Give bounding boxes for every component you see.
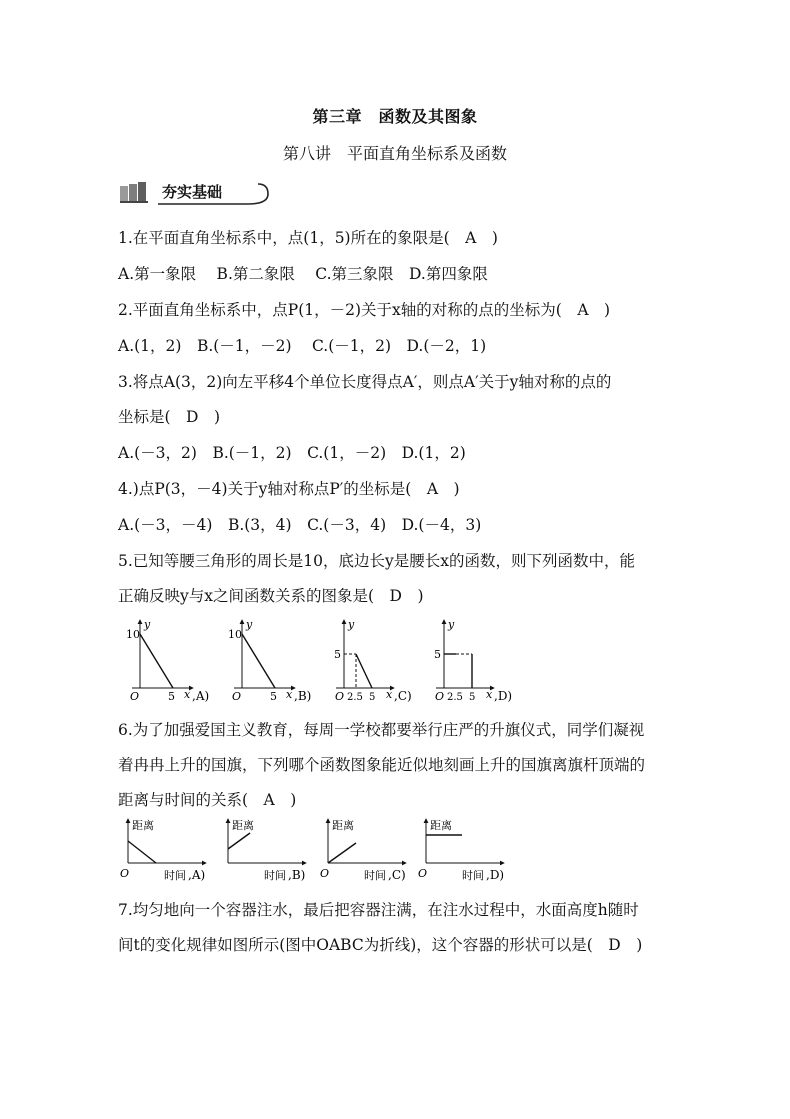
q4-stem: 4.)点P(3，－4)关于y轴对称点P′的坐标是( A )	[118, 480, 460, 498]
q2-options: A.(1，2) B.(－1，－2) C.(－1，2) D.(－2，1)	[118, 337, 487, 355]
q5a-y-tick: 10	[126, 628, 140, 641]
q6a-origin: O	[120, 867, 130, 880]
q6-figure-c	[320, 819, 406, 882]
q2-stem: 2.平面直角坐标系中，点P(1，－2)关于x轴的对称的点的坐标为( A )	[118, 301, 611, 319]
q3-stem-line1: 3.将点A(3，2)向左平移4个单位长度得点A′，则点A′关于y轴对称的点的	[118, 373, 612, 391]
q6d-option: ,D)	[486, 868, 505, 882]
q5c-origin: O	[335, 690, 345, 703]
q5d-y-label: y	[448, 618, 455, 631]
q6-figure-a	[120, 819, 206, 882]
q5b-y-label: y	[246, 618, 253, 631]
q5a-origin: O	[130, 690, 140, 703]
q5d-option: ,D)	[494, 689, 513, 703]
q5-figure-a	[126, 618, 209, 703]
books-icon	[118, 180, 154, 204]
q6-stem-line3: 距离与时间的关系( A )	[118, 791, 297, 809]
q6-stem-line2: 着冉冉上升的国旗，下列哪个函数图象能近似地刻画上升的国旗离旗杆顶端的	[118, 756, 646, 774]
q5-stem-line2: 正确反映y与x之间函数关系的图象是( D )	[118, 587, 424, 605]
q6c-y-label: 距离	[332, 819, 354, 832]
q5b-origin: O	[232, 690, 242, 703]
q6b-option: ,B)	[288, 868, 306, 882]
q5c-option: ,C)	[394, 689, 412, 703]
q6d-origin: O	[418, 867, 428, 880]
q1-options: A.第一象限 B.第二象限 C.第三象限 D.第四象限	[118, 265, 488, 283]
q5-figure-d	[434, 618, 512, 703]
q5c-x-label: x	[386, 688, 393, 701]
lecture-title: 第八讲 平面直角坐标系及函数	[282, 144, 507, 163]
q6a-x-label: 时间	[164, 869, 186, 882]
q6b-y-label: 距离	[232, 819, 254, 832]
q6c-option: ,C)	[388, 868, 406, 882]
q5-figures	[118, 616, 538, 706]
q5c-y-label: y	[348, 618, 355, 631]
q7-stem-line1: 7.均匀地向一个容器注水，最后把容器注满，在注水过程中，水面高度h随时	[118, 901, 639, 919]
q6c-origin: O	[320, 867, 330, 880]
q7-stem-line2: 间t的变化规律如图所示(图中OABC为折线)，这个容器的形状可以是( D )	[118, 936, 643, 954]
q6-figure-b	[228, 819, 306, 882]
q6d-y-label: 距离	[430, 819, 452, 832]
q3-options: A.(－3，2) B.(－1，2) C.(1，－2) D.(1，2)	[118, 444, 466, 462]
q5-figure-c	[334, 618, 412, 703]
q6-figures	[118, 815, 518, 885]
q5d-x-label: x	[486, 688, 493, 701]
q5c-y-tick: 5	[334, 648, 341, 661]
q5a-y-label: y	[144, 618, 151, 631]
q6a-option: ,A)	[188, 868, 206, 882]
q3-stem-line2: 坐标是( D )	[118, 408, 221, 426]
q5c-x-tick-b: 5	[369, 692, 376, 703]
q5b-y-tick: 10	[228, 628, 242, 641]
q5-figure-b	[228, 618, 311, 703]
q6-stem-line1: 6.为了加强爱国主义教育，每周一学校都要举行庄严的升旗仪式，同学们凝视	[118, 721, 645, 739]
q5a-option: ,A)	[192, 689, 210, 703]
q5a-x-tick: 5	[168, 690, 175, 703]
q1-stem: 1.在平面直角坐标系中，点(1，5)所在的象限是( A )	[118, 229, 498, 247]
q5d-origin: O	[435, 690, 445, 703]
section-label: 夯实基础	[162, 183, 223, 201]
q5d-x-tick-a: 2.5	[447, 692, 463, 703]
q6b-x-label: 时间	[264, 869, 286, 882]
q5d-x-tick-b: 5	[469, 692, 476, 703]
q6d-x-label: 时间	[462, 869, 484, 882]
q5b-x-label: x	[286, 688, 293, 701]
chapter-title: 第三章 函数及其图象	[312, 107, 478, 126]
q5a-x-label: x	[184, 688, 191, 701]
q6c-x-label: 时间	[364, 869, 386, 882]
q5b-x-tick: 5	[270, 690, 277, 703]
q5c-x-tick-a: 2.5	[347, 692, 363, 703]
q5b-option: ,B)	[294, 689, 312, 703]
q5d-y-tick: 5	[434, 648, 441, 661]
q5-stem-line1: 5.已知等腰三角形的周长是10，底边长y是腰长x的函数，则下列函数中，能	[118, 552, 636, 570]
q6-figure-d	[418, 819, 504, 882]
q6a-y-label: 距离	[132, 819, 154, 832]
q4-options: A.(－3，－4) B.(3，4) C.(－3，4) D.(－4，3)	[118, 516, 482, 534]
